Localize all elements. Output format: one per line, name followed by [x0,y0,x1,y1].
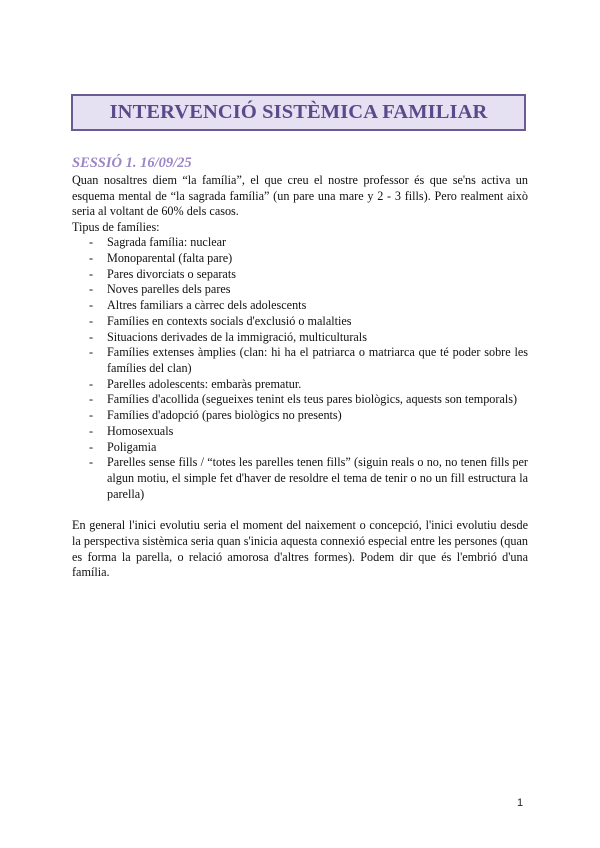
list-item-text: Monoparental (falta pare) [107,251,233,266]
list-item [89,377,528,393]
list-item [89,251,528,267]
list-item [89,314,528,330]
bullet-dash: - [89,251,94,266]
bullet-dash: - [89,329,94,344]
bullet-dash: - [89,235,94,250]
list-item [89,298,528,314]
list-item [89,267,528,283]
list-item-text: Parelles sense fills / “totes les parelles tenen fills” (siguin reals o no, no tenen fills per algun motiu, el simple fet d'haver de resoldre el tema de tenir o no un fill estructura la parella) [107,455,528,501]
list-item-text: Poligamia [107,439,157,454]
bullet-dash: - [89,345,94,360]
bullet-dash: - [89,455,94,470]
family-types-label: Tipus de famílies: [72,219,160,234]
list-item-text: Famílies d'adopció (pares biològics no presents) [107,408,342,423]
session-heading: SESSIÓ 1. 16/09/25 [72,155,192,171]
list-item [89,345,528,376]
list-item-text: Noves parelles dels pares [107,282,231,297]
title-banner [71,94,526,131]
list-item-text: Famílies d'acollida (segueixes tenint els teus pares biològics, aquests son temporals) [107,392,518,407]
list-item [89,440,528,456]
bullet-dash: - [89,423,94,438]
list-item-text: Homosexuals [107,423,174,438]
document-body [72,154,528,581]
bullet-dash: - [89,439,94,454]
bullet-dash: - [89,392,94,407]
list-item-text: Sagrada família: nuclear [107,235,227,250]
closing-paragraph: En general l'inici evolutiu seria el moment del naixement o concepció, l'inici evolutiu desde la perspectiva sistèmica seria quan s'inicia aquesta connexió especial entre les persones (quan es forma la parella, o relació amorosa d'altres formes). Podem dir que és l'embrió d'una família. [72,518,528,580]
family-types-list [72,235,528,502]
bullet-dash: - [89,376,94,391]
bullet-dash: - [89,298,94,313]
bullet-dash: - [89,313,94,328]
intro-paragraph: Quan nosaltres diem “la família”, el que creu el nostre professor és que se'ns activa un esquema mental de “la sagrada família” (un pare una mare y 2 - 3 fills). Pero realment això seria al voltant de 60% dels casos. [72,173,528,219]
list-item-text: Situacions derivades de la immigració, multiculturals [107,329,367,344]
list-item-text: Pares divorciats o separats [107,266,236,281]
list-item [89,330,528,346]
list-item [89,408,528,424]
bullet-dash: - [89,408,94,423]
list-item [89,392,528,408]
bullet-dash: - [89,282,94,297]
list-item [89,235,528,251]
list-item [89,424,528,440]
bullet-dash: - [89,266,94,281]
document-title: INTERVENCIÓ SISTÈMICA FAMILIAR [109,101,488,123]
page-number: 1 [517,797,524,809]
list-item-text: Famílies en contexts socials d'exclusió o malalties [107,313,352,328]
list-item-text: Parelles adolescents: embaràs prematur. [107,376,302,391]
paragraph-spacer [72,502,528,518]
list-item-text: Altres familiars a càrrec dels adolescents [107,298,307,313]
list-item-text: Famílies extenses àmplies (clan: hi ha el patriarca o matriarca que té poder sobre les famílies del clan) [107,345,528,375]
list-item [89,282,528,298]
list-item [89,455,528,502]
